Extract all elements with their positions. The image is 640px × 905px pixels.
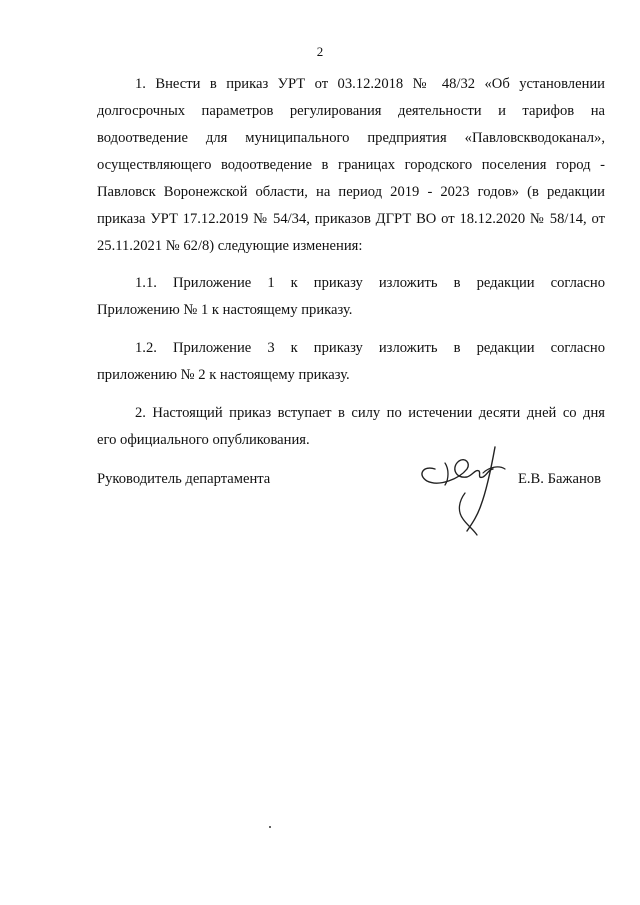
- text-line: приложению № 2 к настоящему приказу.: [97, 367, 350, 383]
- text-line: 2. Настоящий приказ вступает в силу по истечении десяти дней со дня: [135, 405, 605, 421]
- paragraph-item-2: [97, 400, 605, 454]
- text-line: осуществляющего водоотведение в границах городского поселения город -: [97, 157, 605, 173]
- text-line: его официального опубликования.: [97, 432, 310, 448]
- text-line: Приложению № 1 к настоящему приказу.: [97, 302, 353, 318]
- signature-block: [97, 465, 605, 545]
- text-line: приказа УРТ 17.12.2019 № 54/34, приказов ДГРТ ВО от 18.12.2020 № 58/14, от: [97, 211, 605, 227]
- document-body: [97, 71, 605, 454]
- paragraph-item-1-2: [97, 335, 605, 389]
- text-line: Павловск Воронежской области, на период 2019 - 2023 годов» (в редакции: [97, 184, 605, 200]
- handwritten-signature: [415, 439, 515, 539]
- scan-speck: [269, 826, 271, 828]
- text-line: долгосрочных параметров регулирования деятельности и тарифов на: [97, 103, 605, 119]
- text-line: 1.1. Приложение 1 к приказу изложить в редакции согласно: [135, 275, 605, 291]
- text-line: 25.11.2021 № 62/8) следующие изменения:: [97, 238, 363, 254]
- text-line: 1.2. Приложение 3 к приказу изложить в редакции согласно: [135, 340, 605, 356]
- paragraph-item-1: [97, 71, 605, 260]
- paragraph-item-1-1: [97, 270, 605, 324]
- signatory-position: Руководитель департамента: [97, 471, 271, 487]
- text-line: водоотведение для муниципального предприятия «Павловскводоканал»,: [97, 130, 605, 146]
- page-number: 2: [316, 44, 324, 59]
- text-line: 1. Внести в приказ УРТ от 03.12.2018 № 48/32 «Об установлении: [135, 76, 605, 92]
- signatory-name: Е.В. Бажанов: [517, 471, 601, 487]
